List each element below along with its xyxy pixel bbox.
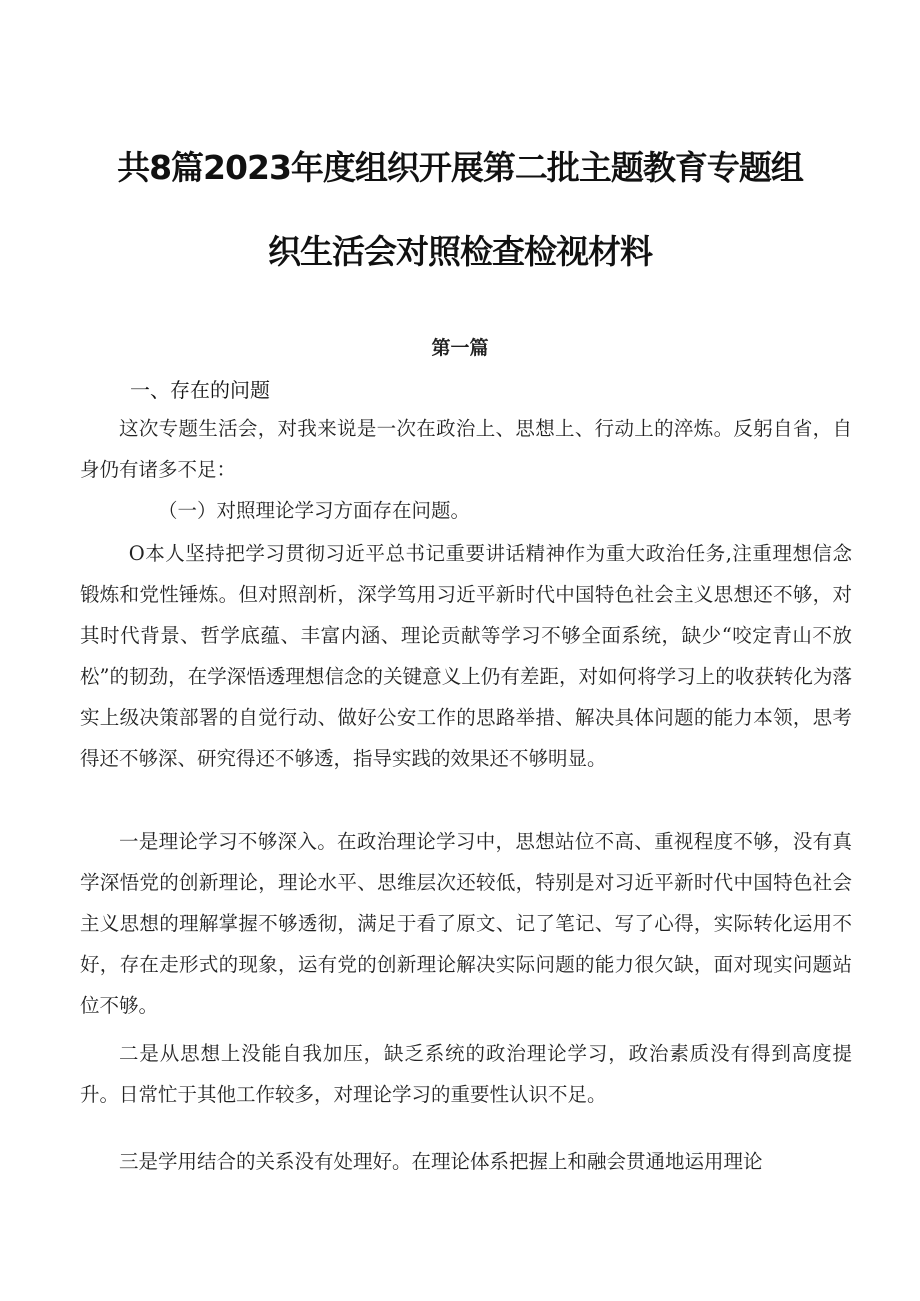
paragraph-intro: 这次专题生活会，对我来说是一次在政治上、思想上、行动上的淬炼。反躬自省，自身仍有诸多不足： [80, 417, 852, 481]
section-heading: 一、存在的问题 [130, 378, 270, 402]
paragraph-point-three: 三是学用结合的关系没有处理好。在理论体系把握上和融会贯通地运用理论 [119, 1150, 763, 1173]
document-title-line-1: 共8篇2023年度组织开展第二批主题教育专题组 [117, 148, 803, 187]
document-title-line-2: 织生活会对照检查检视材料 [268, 232, 652, 271]
paragraph-point-two: 二是从思想上没能自我加压，缺乏系统的政治理论学习，政治素质没有得到高度提升。日常忙于其他工作较多，对理论学习的重要性认识不足。 [80, 1042, 852, 1106]
chapter-heading: 第一篇 [431, 337, 489, 359]
paragraph-point-one: 一是理论学习不够深入。在政治理论学习中，思想站位不高、重视程度不够，没有真学深悟党的创新理论，理论水平、思维层次还较低，特别是对习近平新时代中国特色社会主义思想的理解掌握不够透彻，满足于看了原文、记了笔记、写了心得，实际转化运用不好，存在走形式的现象，运有党的创新理论解决实际问题的能力很欠缺，面对现实问题站位不够。 [80, 830, 852, 1017]
paragraph-subheading: （一）对照理论学习方面存在问题。 [158, 499, 471, 522]
paragraph-self-analysis: O本人坚持把学习贯彻习近平总书记重要讲话精神作为重大政治任务,注重理想信念锻炼和党性锤炼。但对照剖析，深学笃用习近平新时代中国特色社会主义思想还不够，对其时代背景、哲学底蕴、丰富内涵、理论贡献等学习不够全面系统，缺少“咬定青山不放松”的韧劲，在学深悟透理想信念的关键意义上仍有差距，对如何将学习上的收获转化为落实上级决策部署的自觉行动、做好公安工作的思路举措、解决具体问题的能力本领，思考得还不够深、研究得还不够透，指导实践的效果还不够明显。 [80, 542, 852, 770]
